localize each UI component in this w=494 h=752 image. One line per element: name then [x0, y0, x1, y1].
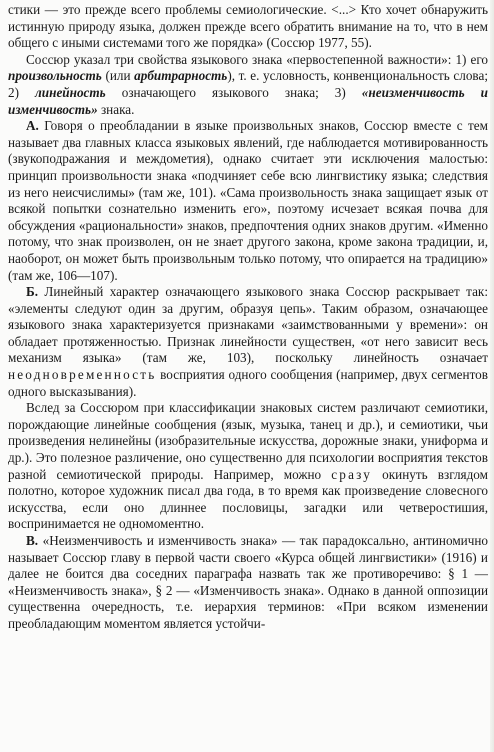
- text-run: Вслед за Соссюром при классификации знаковых систем различают семиотики, порождающие линейные сообщения (язык, музыка, танец и др.), и семиотики, чьи произведения нелинейны (изобразительные искусства, дорожные знаки, униформа и др.). Это полезное различение, оно существенно для психологии восприятия текстов разной семиотической природы. Например, можно: [8, 400, 488, 482]
- section-letter-a: А.: [26, 118, 39, 134]
- paragraph-section-a: [8, 118, 488, 284]
- text-run: «Неизменчивость и изменчивость знака» — так парадоксально, антиномично называет Соссюр главу в первой части своего «Курса общей лингвистики» (1916) и далее не боится два соседних параграфа назвать так же противоречиво: § 1 — «Неизменчивость знака», § 2 — «Изменчивость знака». Однако в данной оппозиции существенна очередность, т.е. иерархия терминов: «При всяком изменении преобладающим моментом является устойчи-: [8, 533, 488, 631]
- term-arbitrarnost: арбитрарность: [134, 68, 228, 84]
- text-run: Линейный характер означающего языкового знака Соссюр раскрывает так: «элементы следуют один за другим, образуя цепь». Таким образом, означающее языкового знака характеризуется признаками «заимствованными у времени»: он обладает протяженностью. Признак линейности существен, «от него зависит весь механизм языка» (там же, 103), поскольку линейность означает: [8, 284, 488, 366]
- text-run: ), т. е. условность, конвенциональность слова; 2): [8, 68, 488, 100]
- term-arbitrariness: произвольность: [8, 68, 102, 84]
- paragraph-intro: [8, 2, 488, 52]
- paragraph-text: стики — это прежде всего проблемы семиологические. <...> Кто хочет обнаружить истинную природу языка, должен прежде всего обратить внимание на то, что в нем общего с иными системами того же порядка» (Соссюр 1977, 55).: [8, 2, 488, 51]
- text-run: (или: [101, 68, 135, 84]
- paragraph-section-v: [8, 533, 488, 633]
- spaced-term-non-simultaneity: неодновременность: [8, 367, 157, 383]
- text-run: окинуть взглядом полотно, которое художник писал два года, в то время как произведение словесного искусства, если оно длиннее пословицы, загадки или четверостишия, воспринимается не одномоментно.: [8, 466, 488, 532]
- term-linearity: линейность: [35, 84, 106, 100]
- text-run: Соссюр указал три свойства языкового знака «первостепенной важности»: 1) его: [26, 51, 488, 67]
- section-letter-v: В.: [26, 533, 39, 548]
- paragraph-section-b: [8, 284, 488, 400]
- spaced-term-at-once: сразу: [331, 466, 373, 482]
- document-body: [8, 2, 488, 633]
- text-run: Говоря о преобладании в языке произвольных знаков, Соссюр вместе с тем называет два главных класса языковых явлений, где наблюдается мотивированность (звукоподражания и междометия), однако считает эти исключения малостью: принцип произвольности знака «подчиняет себе всю лингвистику языка; следствия из него неисчислимы» (там же, 101). «Сама произвольность знака защищает язык от всякой попытки сознательно изменить его», поэтому исчезает всякая почва для обсуждения «рациональности» знаков, предпочтения одних знаков другим. «Именно потому, что знак произволен, он не знает другого закона, кроме закона традиции, и, наоборот, он может быть произвольным только потому, что опирается на традицию» (там же, 106—107).: [8, 118, 488, 283]
- scan-edge: [490, 0, 494, 752]
- paragraph-three-properties: [8, 52, 488, 118]
- section-letter-b: Б.: [26, 284, 39, 300]
- term-immutability-mutability: «неизменчивость и изменчивость»: [8, 84, 489, 117]
- paragraph-semiotics-classification: [8, 400, 488, 533]
- text-run: означающего языкового знака; 3): [105, 84, 362, 100]
- text-run: знака.: [97, 101, 135, 117]
- text-run: восприятия одного сообщения (например, двух сегментов одного высказывания).: [8, 367, 488, 399]
